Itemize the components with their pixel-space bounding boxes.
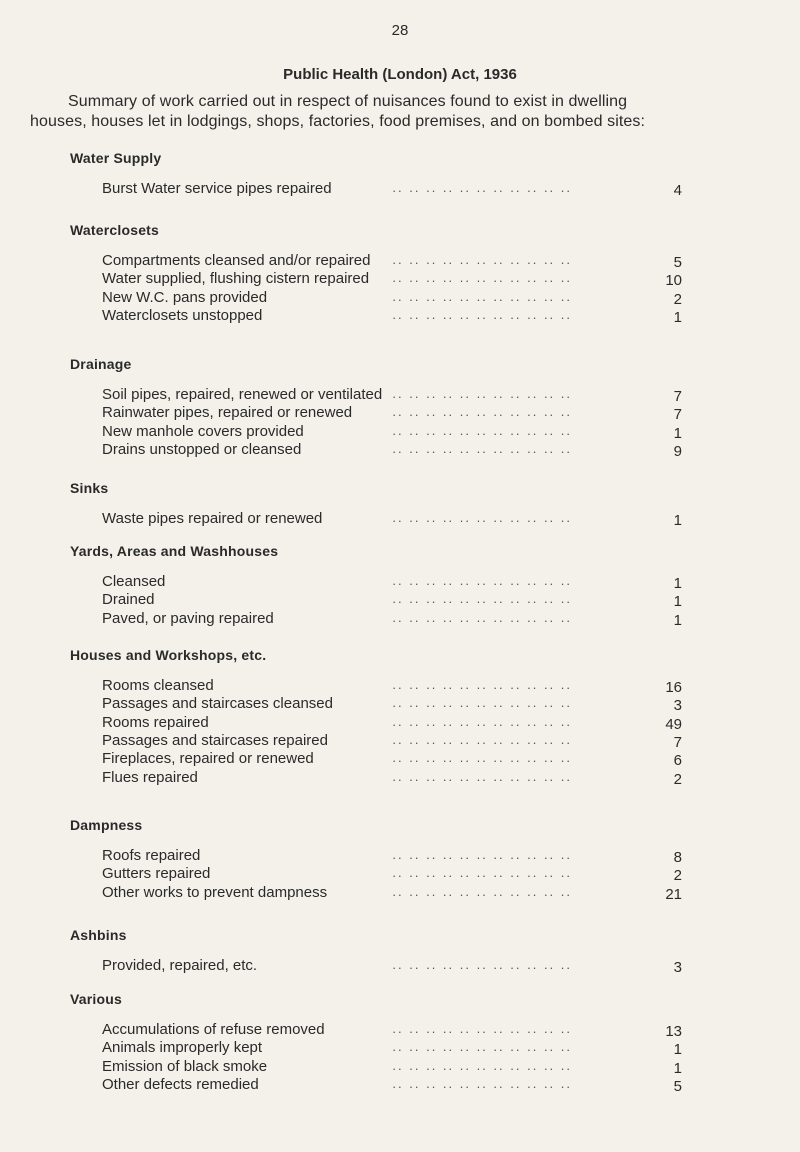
item-count: 3 <box>673 697 682 715</box>
item-count: 16 <box>665 679 682 696</box>
leader-dots: .. .. .. .. .. .. .. .. .. .. .. <box>392 750 572 766</box>
item-label: Emission of black smoke <box>102 1058 273 1075</box>
item-count: 6 <box>673 752 682 770</box>
item-label: Rooms cleansed <box>102 677 220 694</box>
list-item <box>102 610 692 628</box>
leader-dots: .. .. .. .. .. .. .. .. .. .. .. <box>392 1075 572 1091</box>
leader-dots: .. .. .. .. .. .. .. .. .. .. .. <box>392 713 572 729</box>
item-label: Passages and staircases cleansed <box>102 695 339 712</box>
item-count: 5 <box>673 1077 682 1095</box>
section-title-drainage: Drainage <box>70 356 132 372</box>
item-label: Animals improperly kept <box>102 1039 268 1056</box>
leader-dots: .. .. .. .. .. .. .. .. .. .. .. <box>392 865 572 881</box>
list-item <box>102 677 692 695</box>
leader-dots: .. .. .. .. .. .. .. .. .. .. .. <box>392 510 572 525</box>
leader-dots: .. .. .. .. .. .. .. .. .. .. .. <box>392 609 572 625</box>
list-item <box>102 386 692 404</box>
list-item <box>102 510 692 528</box>
item-count: 7 <box>673 733 682 751</box>
leader-dots: .. .. .. .. .. .. .. .. .. .. .. <box>392 847 572 862</box>
item-count: 1 <box>673 512 682 529</box>
item-count: 1 <box>673 611 682 629</box>
leader-dots: .. .. .. .. .. .. .. .. .. .. .. <box>392 288 572 304</box>
item-label: Rooms repaired <box>102 714 215 731</box>
item-count: 1 <box>673 1041 682 1059</box>
list-item <box>102 957 692 975</box>
list-item <box>102 750 692 768</box>
item-label: Flues repaired <box>102 769 204 786</box>
item-count: 2 <box>673 770 682 788</box>
item-label: Passages and staircases repaired <box>102 732 334 749</box>
leader-dots: .. .. .. .. .. .. .. .. .. .. .. <box>392 1057 572 1073</box>
item-label: New manhole covers provided <box>102 423 310 440</box>
item-label: Drains unstopped or cleansed <box>102 441 307 458</box>
section-title-various: Various <box>70 991 122 1007</box>
list-item <box>102 423 692 441</box>
item-count: 1 <box>673 1059 682 1077</box>
list-item <box>102 695 692 713</box>
leader-dots: .. .. .. .. .. .. .. .. .. .. .. <box>392 386 572 401</box>
item-count: 7 <box>673 388 682 405</box>
leader-dots: .. .. .. .. .. .. .. .. .. .. .. <box>392 1021 572 1036</box>
list-item <box>102 252 692 270</box>
leader-dots: .. .. .. .. .. .. .. .. .. .. .. <box>392 270 572 286</box>
section-title-sinks: Sinks <box>70 480 109 496</box>
item-label: Drained <box>102 591 161 608</box>
leader-dots: .. .. .. .. .. .. .. .. .. .. .. <box>392 731 572 747</box>
page-number: 28 <box>391 22 409 39</box>
item-count: 7 <box>673 406 682 424</box>
item-label: Water supplied, flushing cistern repaired <box>102 270 375 287</box>
leader-dots: .. .. .. .. .. .. .. .. .. .. .. <box>392 1039 572 1055</box>
item-label: Roofs repaired <box>102 847 206 864</box>
leader-dots: .. .. .. .. .. .. .. .. .. .. .. <box>392 768 572 784</box>
list-item <box>102 573 692 591</box>
item-label: Cleansed <box>102 573 171 590</box>
item-count: 49 <box>665 715 682 733</box>
section-title-ashbins: Ashbins <box>70 927 127 943</box>
item-count: 1 <box>673 424 682 442</box>
intro-line-2: houses, houses let in lodgings, shops, factories, food premises, and on bombed sites: <box>30 113 646 130</box>
item-label: Rainwater pipes, repaired or renewed <box>102 404 358 421</box>
leader-dots: .. .. .. .. .. .. .. .. .. .. .. <box>392 677 572 692</box>
item-count: 5 <box>673 254 682 271</box>
list-item <box>102 884 692 902</box>
item-label: Compartments cleansed and/or repaired <box>102 252 376 269</box>
item-label: Paved, or paving repaired <box>102 610 280 627</box>
item-count: 13 <box>665 1023 682 1040</box>
leader-dots: .. .. .. .. .. .. .. .. .. .. .. <box>392 306 572 322</box>
leader-dots: .. .. .. .. .. .. .. .. .. .. .. <box>392 422 572 438</box>
list-item <box>102 769 692 787</box>
item-label: Waste pipes repaired or renewed <box>102 510 328 527</box>
section-title-water-supply: Water Supply <box>70 150 162 166</box>
item-count: 3 <box>673 959 682 976</box>
intro-line-1: Summary of work carried out in respect of nuisances found to exist in dwelling <box>68 93 628 110</box>
leader-dots: .. .. .. .. .. .. .. .. .. .. .. <box>392 591 572 607</box>
item-count: 8 <box>673 849 682 866</box>
leader-dots: .. .. .. .. .. .. .. .. .. .. .. <box>392 883 572 899</box>
item-count: 1 <box>673 308 682 326</box>
item-count: 9 <box>673 442 682 460</box>
leader-dots: .. .. .. .. .. .. .. .. .. .. .. <box>392 573 572 588</box>
item-label: Fireplaces, repaired or renewed <box>102 750 320 767</box>
list-item <box>102 1021 692 1039</box>
item-count: 4 <box>673 182 682 199</box>
leader-dots: .. .. .. .. .. .. .. .. .. .. .. <box>392 957 572 972</box>
list-item <box>102 714 692 732</box>
list-item <box>102 1076 692 1094</box>
list-item <box>102 591 692 609</box>
item-count: 1 <box>673 575 682 592</box>
item-label: Other defects remedied <box>102 1076 265 1093</box>
list-item <box>102 1058 692 1076</box>
item-label: Soil pipes, repaired, renewed or ventilated <box>102 386 388 403</box>
item-label: Waterclosets unstopped <box>102 307 268 324</box>
item-count: 21 <box>665 885 682 903</box>
item-count: 1 <box>673 593 682 611</box>
item-count: 10 <box>665 272 682 290</box>
list-item <box>102 441 692 459</box>
section-title-yards-areas-and-washhouses: Yards, Areas and Washhouses <box>70 543 279 559</box>
list-item <box>102 847 692 865</box>
leader-dots: .. .. .. .. .. .. .. .. .. .. .. <box>392 252 572 267</box>
list-item <box>102 1039 692 1057</box>
item-label: Burst Water service pipes repaired <box>102 180 338 197</box>
section-title-dampness: Dampness <box>70 817 143 833</box>
item-label: New W.C. pans provided <box>102 289 273 306</box>
page-title: Public Health (London) Act, 1936 <box>283 66 517 83</box>
list-item <box>102 307 692 325</box>
list-item <box>102 270 692 288</box>
item-count: 2 <box>673 867 682 885</box>
item-count: 2 <box>673 290 682 308</box>
list-item <box>102 865 692 883</box>
section-title-houses-and-workshops-etc: Houses and Workshops, etc. <box>70 647 267 663</box>
leader-dots: .. .. .. .. .. .. .. .. .. .. .. <box>392 180 572 195</box>
list-item <box>102 404 692 422</box>
item-label: Gutters repaired <box>102 865 216 882</box>
item-label: Other works to prevent dampness <box>102 884 333 901</box>
leader-dots: .. .. .. .. .. .. .. .. .. .. .. <box>392 440 572 456</box>
item-label: Provided, repaired, etc. <box>102 957 263 974</box>
list-item <box>102 289 692 307</box>
item-label: Accumulations of refuse removed <box>102 1021 331 1038</box>
leader-dots: .. .. .. .. .. .. .. .. .. .. .. <box>392 404 572 420</box>
section-title-waterclosets: Waterclosets <box>70 222 160 238</box>
list-item <box>102 180 692 198</box>
leader-dots: .. .. .. .. .. .. .. .. .. .. .. <box>392 695 572 711</box>
list-item <box>102 732 692 750</box>
